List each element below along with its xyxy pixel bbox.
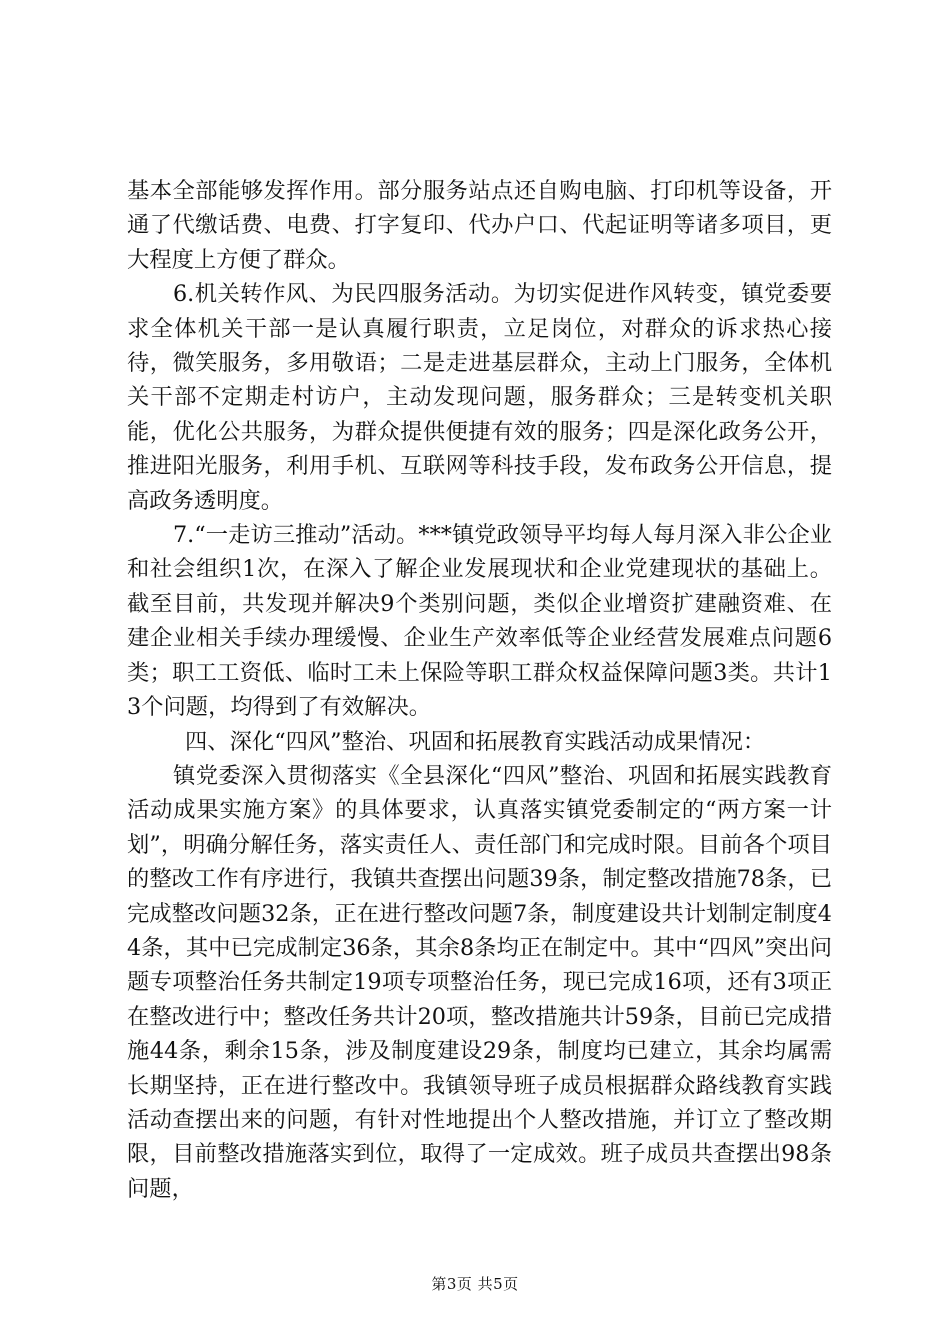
page-footer: 第3页 共5页 [431, 1275, 519, 1293]
section-heading-4: 四、深化“四风”整治、巩固和拓展教育实践活动成果情况： [185, 728, 766, 755]
paragraph-continuation: 基本全部能够发挥作用。部分服务站点还自购电脑、打印机等设备，开通了代缴话费、电费、打字复印、代办户口、代起证明等诸多项目，更大程度上方便了群众。 [127, 178, 832, 273]
document-body [127, 174, 832, 1206]
paragraph-section-4-body: 镇党委深入贯彻落实《全县深化“四风”整治、巩固和拓展实践教育活动成果实施方案》的具体要求，认真落实镇党委制定的“两方案一计划”，明确分解任务，落实责任人、责任部门和完成时限。目前各个项目的整改工作有序进行，我镇共查摆出问题39条，制定整改措施78条，已完成整改问题32条，正在进行整改问题7条，制度建设共计划制定制度44条，其中已完成制定36条，其余8条均正在制定中。其中“四风”突出问题专项整治任务共制定19项专项整治任务，现已完成16项，还有3项正在整改进行中；整改任务共计20项，整改措施共计59条，目前已完成措施44条，剩余15条，涉及制度建设29条，制度均已建立，其余均属需长期坚持，正在进行整改中。我镇领导班子成员根据群众路线教育实践活动查摆出来的问题，有针对性地提出个人整改措施，并订立了整改期限，目前整改措施落实到位，取得了一定成效。班子成员共查摆出98条问题， [127, 762, 832, 1202]
paragraph-item-7: 7.“一走访三推动”活动。***镇党政领导平均每人每月深入非公企业和社会组织1次，在深入了解企业发展现状和企业党建现状的基础上。截至目前，共发现并解决9个类别问题，类似企业增资扩建融资难、在建企业相关手续办理缓慢、企业生产效率低等企业经营发展难点问题6类；职工工资低、临时工未上保险等职工群众权益保障问题3类。共计13个问题，均得到了有效解决。 [127, 522, 832, 721]
paragraph-item-6: 6.机关转作风、为民四服务活动。为切实促进作风转变，镇党委要求全体机关干部一是认真履行职责，立足岗位，对群众的诉求热心接待，微笑服务，多用敬语；二是走进基层群众，主动上门服务，全体机关干部不定期走村访户，主动发现问题，服务群众；三是转变机关职能，优化公共服务，为群众提供便捷有效的服务；四是深化政务公开，推进阳光服务，利用手机、互联网等科技手段，发布政务公开信息，提高政务透明度。 [127, 281, 832, 514]
